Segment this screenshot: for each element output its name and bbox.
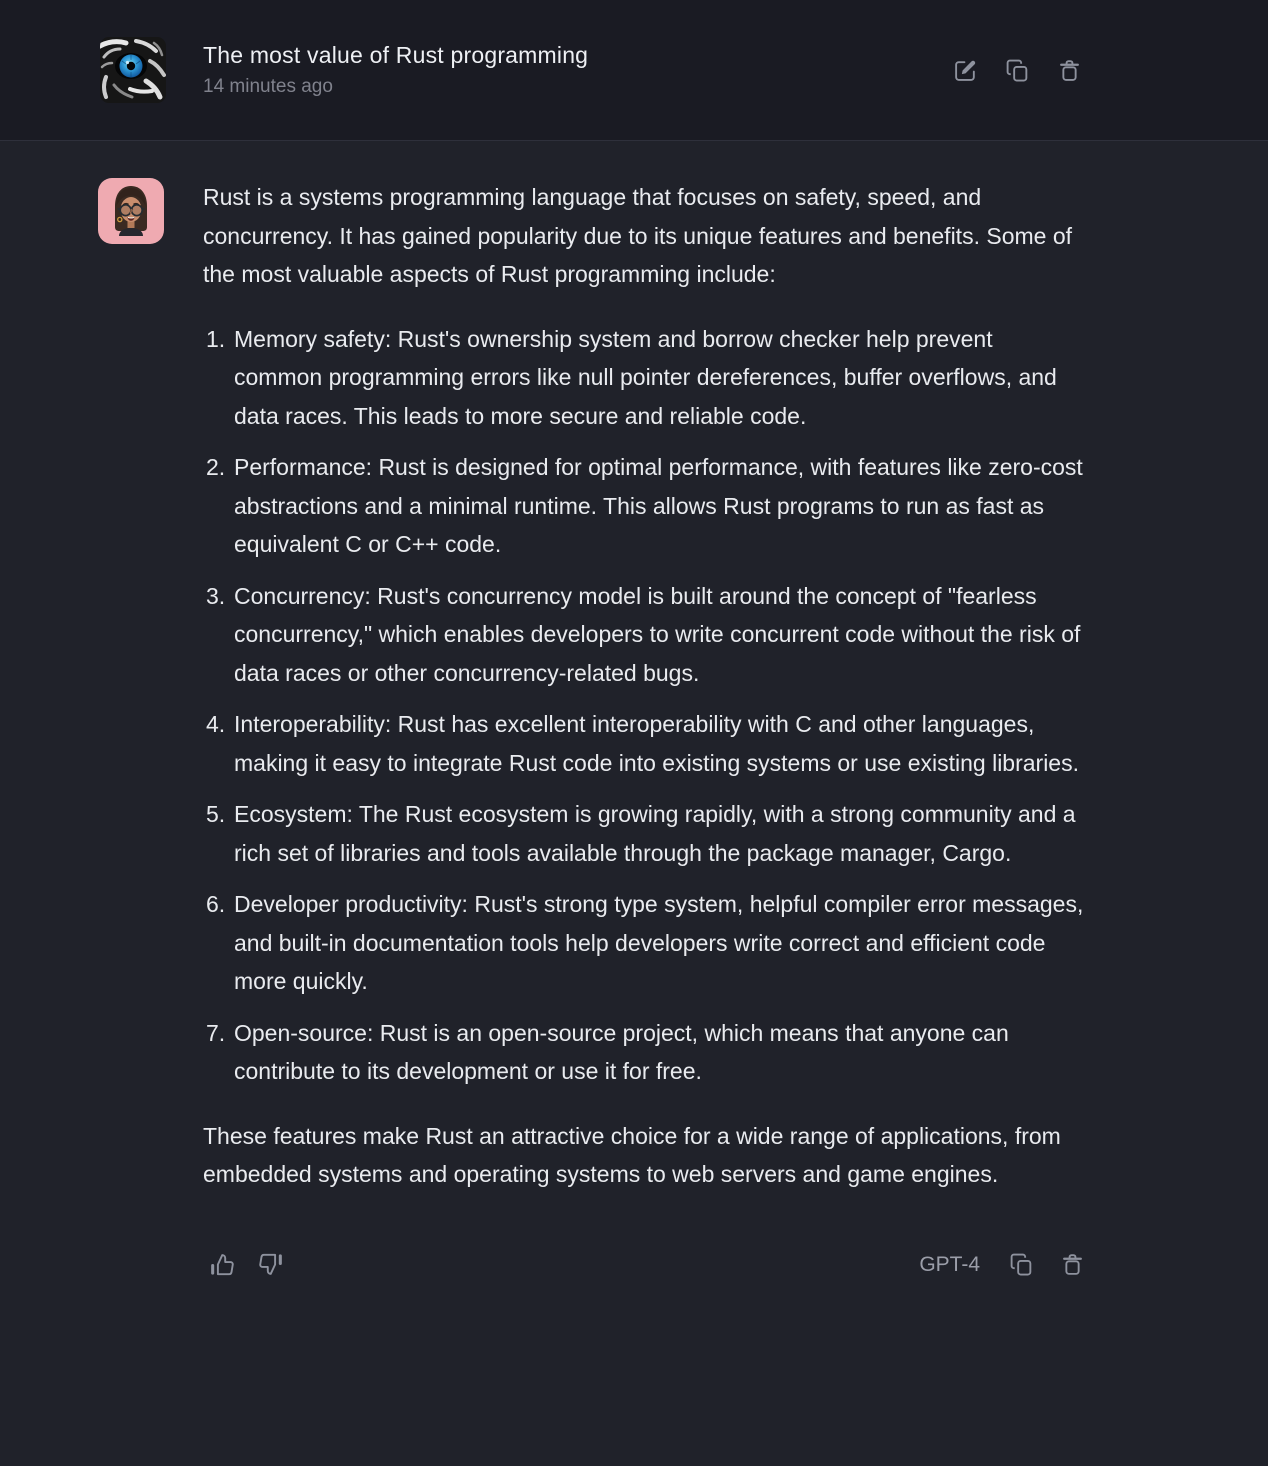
feedback-actions <box>208 1251 285 1278</box>
message-numbered-list <box>203 320 1085 1091</box>
conversation-timestamp: 14 minutes ago <box>203 76 333 97</box>
list-item-number: 6. <box>206 891 226 917</box>
message-outro-paragraph: These features make Rust an attractive choice for a wide range of applications, from embedded systems and operating systems to web servers and game engines. <box>203 1122 1061 1187</box>
conversation-avatar <box>100 37 166 103</box>
list-item-number: 7. <box>206 1019 226 1046</box>
edit-icon <box>953 58 978 83</box>
assistant-message-body <box>203 178 1085 1284</box>
message-actions-row <box>203 1246 1085 1285</box>
thumbs-up-icon <box>208 1251 235 1278</box>
list-item-text: Memory safety: Rust's ownership system and borrow checker help prevent common programming errors like null pointer dereferences, buffer overflows, and data races. This leads to more secure and reliable code. <box>234 325 1057 429</box>
copy-icon <box>1005 58 1030 83</box>
conversation-info <box>203 42 588 98</box>
list-item-number: 3. <box>206 582 226 609</box>
list-item <box>203 795 1085 872</box>
list-item-number: 1. <box>206 325 226 352</box>
trash-icon <box>1057 58 1082 83</box>
list-item-text: Developer productivity: Rust's strong type system, helpful compiler error messages, and built-in documentation tools help developers write correct and efficient code more quickly. <box>234 891 1084 994</box>
list-item-text: Concurrency: Rust's concurrency model is built around the concept of "fearless concurrency," which enables developers to write concurrent code without the risk of data races or other concurrency-related bugs. <box>234 582 1081 686</box>
conversation-actions <box>953 58 1082 83</box>
tiger-eye-avatar-image <box>100 37 166 103</box>
delete-response-button[interactable] <box>1060 1252 1085 1277</box>
trash-icon <box>1060 1252 1085 1277</box>
list-item <box>203 448 1085 564</box>
list-item-text: Open-source: Rust is an open-source project, which means that anyone can contribute to its development or use it for free. <box>234 1019 1009 1084</box>
list-item <box>203 1014 1085 1091</box>
thumbs-down-button[interactable] <box>258 1251 285 1278</box>
list-item-number: 2. <box>206 454 226 480</box>
response-actions <box>919 1246 1085 1285</box>
copy-conversation-button[interactable] <box>1005 58 1030 83</box>
conversation-title: The most value of Rust programming <box>203 42 589 68</box>
thumbs-up-button[interactable] <box>208 1251 235 1278</box>
copy-response-button[interactable] <box>1009 1252 1034 1277</box>
thumbs-down-icon <box>258 1251 285 1278</box>
message-intro-paragraph: Rust is a systems programming language that focuses on safety, speed, and concurrency. It has gained popularity due to its unique features and benefits. Some of the most valuable aspects of Rust programming include: <box>203 184 1073 287</box>
assistant-avatar <box>98 178 164 244</box>
list-item-text: Ecosystem: The Rust ecosystem is growing rapidly, with a strong community and a rich set of libraries and tools available through the package manager, Cargo. <box>234 801 1076 866</box>
list-item <box>203 705 1085 782</box>
copy-icon <box>1009 1252 1034 1277</box>
delete-conversation-button[interactable] <box>1057 58 1082 83</box>
list-item-number: 5. <box>206 801 226 827</box>
edit-conversation-button[interactable] <box>953 58 978 83</box>
list-item <box>203 320 1085 436</box>
memoji-avatar-image <box>98 178 164 244</box>
list-item <box>203 577 1085 693</box>
list-item-text: Performance: Rust is designed for optimal performance, with features like zero-cost abstractions and a minimal runtime. This allows Rust programs to run as fast as equivalent C or C++ code. <box>234 454 1083 557</box>
list-item <box>203 885 1085 1001</box>
assistant-message <box>0 141 1268 1284</box>
list-item-text: Interoperability: Rust has excellent interoperability with C and other languages, making it easy to integrate Rust code into existing systems or use existing libraries. <box>234 711 1079 776</box>
list-item-number: 4. <box>206 711 226 737</box>
model-badge: GPT-4 <box>919 1252 980 1276</box>
chat-header <box>0 0 1268 141</box>
